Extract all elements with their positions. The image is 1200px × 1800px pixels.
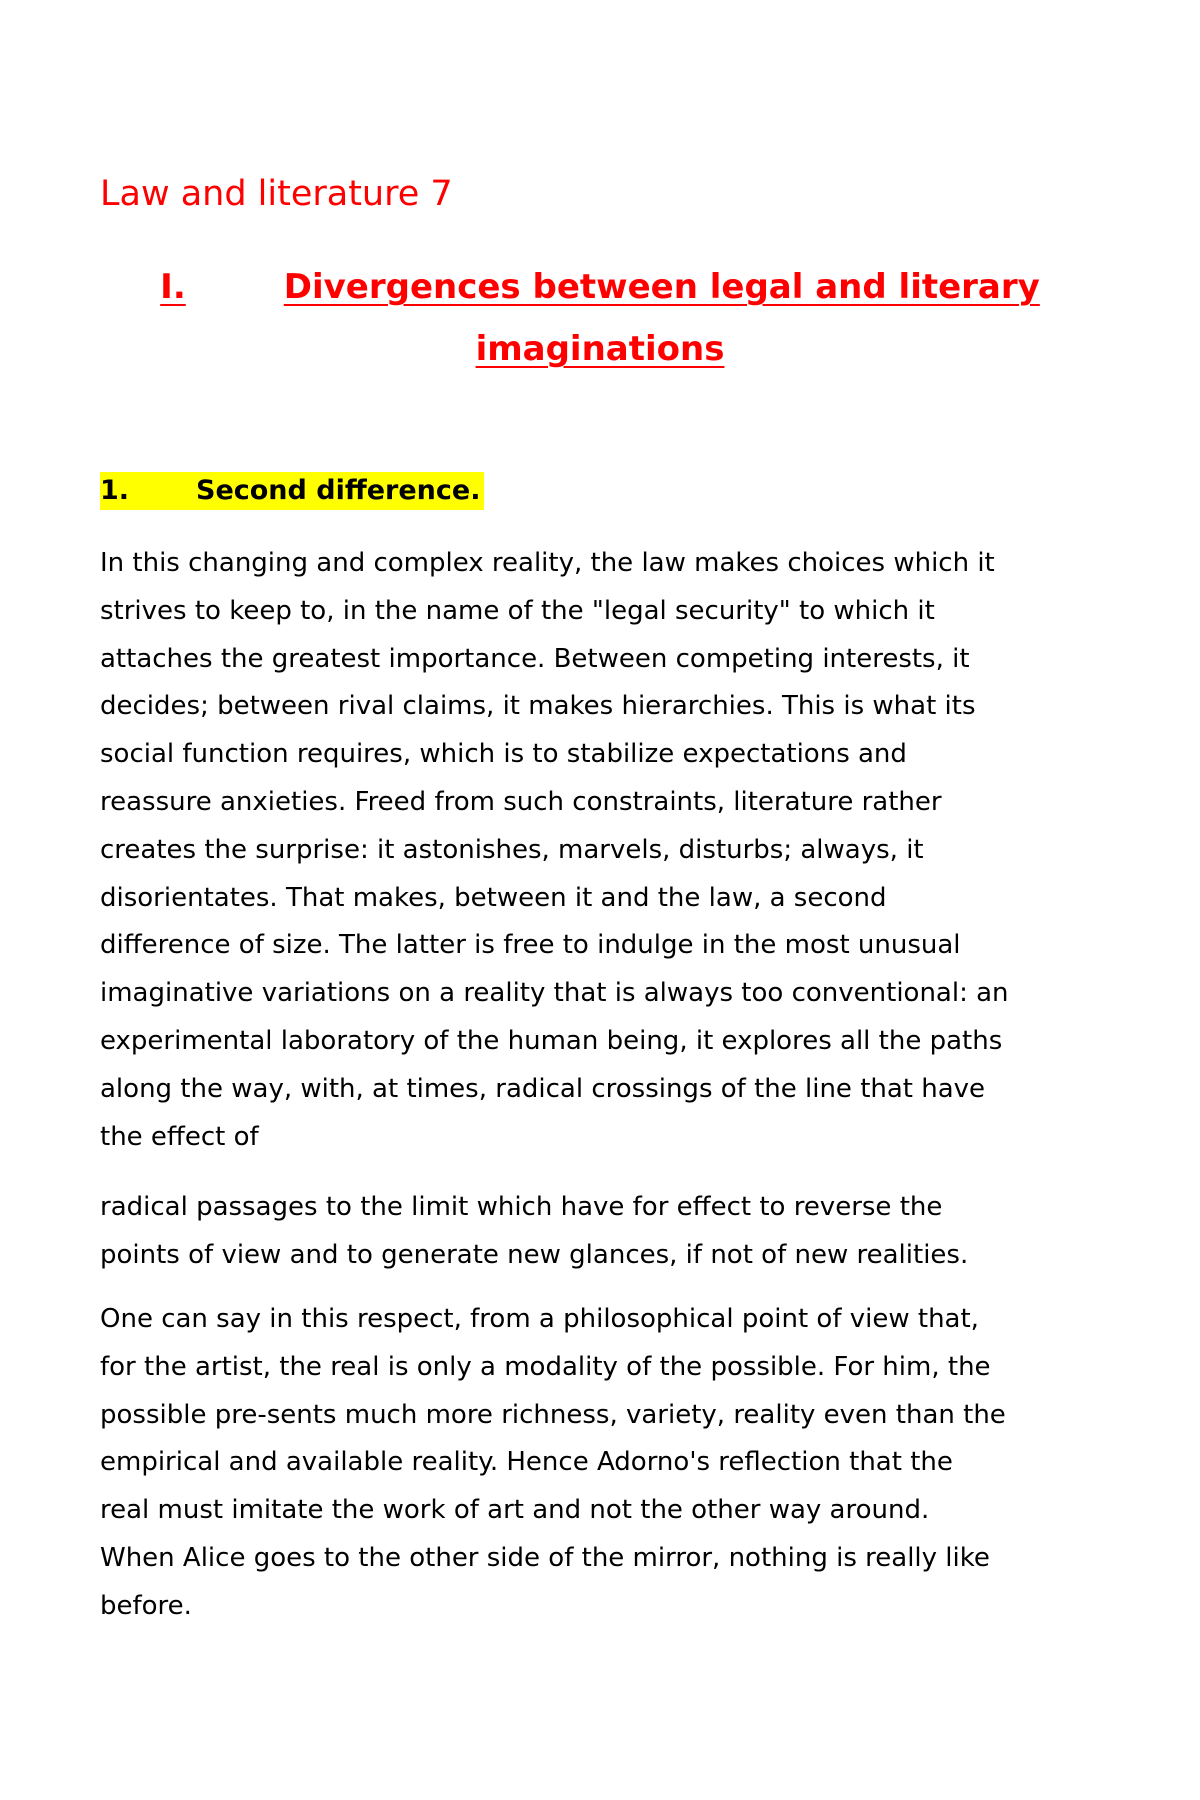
paragraph-line: decides; between rival claims, it makes hierarchies. This is what its — [100, 691, 976, 722]
paragraph-line: before. — [100, 1590, 192, 1621]
paragraph-line: experimental laboratory of the human being, it explores all the paths — [100, 1025, 1003, 1056]
paragraph-line: radical passages to the limit which have for effect to reverse the — [100, 1192, 943, 1222]
paragraph-2 — [100, 1184, 1105, 1280]
subsection-number: 1. — [100, 475, 130, 506]
paragraph-1 — [100, 540, 1105, 1161]
subsection-heading — [100, 472, 484, 510]
paragraph-line: creates the surprise: it astonishes, marvels, disturbs; always, it — [100, 834, 924, 865]
subsection-title: Second difference. — [196, 475, 481, 506]
paragraph-line: imaginative variations on a reality that is always too conventional: an — [100, 978, 1009, 1009]
paragraph-line: along the way, with, at times, radical crossings of the line that have — [100, 1073, 986, 1104]
paragraph-line: real must imitate the work of art and not the other way around. — [100, 1495, 930, 1526]
paragraph-line: strives to keep to, in the name of the "legal security" to which it — [100, 595, 935, 626]
paragraph-line: attaches the greatest importance. Between competing interests, it — [100, 643, 970, 674]
section-number: I. — [160, 267, 186, 307]
paragraph-line: reassure anxieties. Freed from such constraints, literature rather — [100, 786, 942, 817]
paragraph-line: social function requires, which is to stabilize expectations and — [100, 739, 907, 770]
paragraph-line: points of view and to generate new glances, if not of new realities. — [100, 1239, 969, 1270]
paragraph-line: the effect of — [100, 1121, 259, 1152]
paragraph-line: for the artist, the real is only a modality of the possible. For him, the — [100, 1351, 991, 1382]
section-title-line-1: Divergences between legal and literary — [283, 267, 1040, 307]
paragraph-line: In this changing and complex reality, the law makes choices which it — [100, 548, 995, 578]
paragraph-line: When Alice goes to the other side of the mirror, nothing is really like — [100, 1542, 990, 1573]
paragraph-line: difference of size. The latter is free to indulge in the most unusual — [100, 930, 961, 961]
paragraph-line: One can say in this respect, from a philosophical point of view that, — [100, 1304, 979, 1334]
document-title: Law and literature 7 — [100, 174, 453, 214]
paragraph-3 — [100, 1296, 1105, 1631]
paragraph-line: empirical and available reality. Hence Adorno's reflection that the — [100, 1447, 953, 1478]
paragraph-line: possible pre-sents much more richness, variety, reality even than the — [100, 1399, 1006, 1430]
section-title-line-2: imaginations — [475, 329, 725, 369]
section-heading — [100, 256, 1100, 380]
paragraph-line: disorientates. That makes, between it and the law, a second — [100, 882, 887, 913]
